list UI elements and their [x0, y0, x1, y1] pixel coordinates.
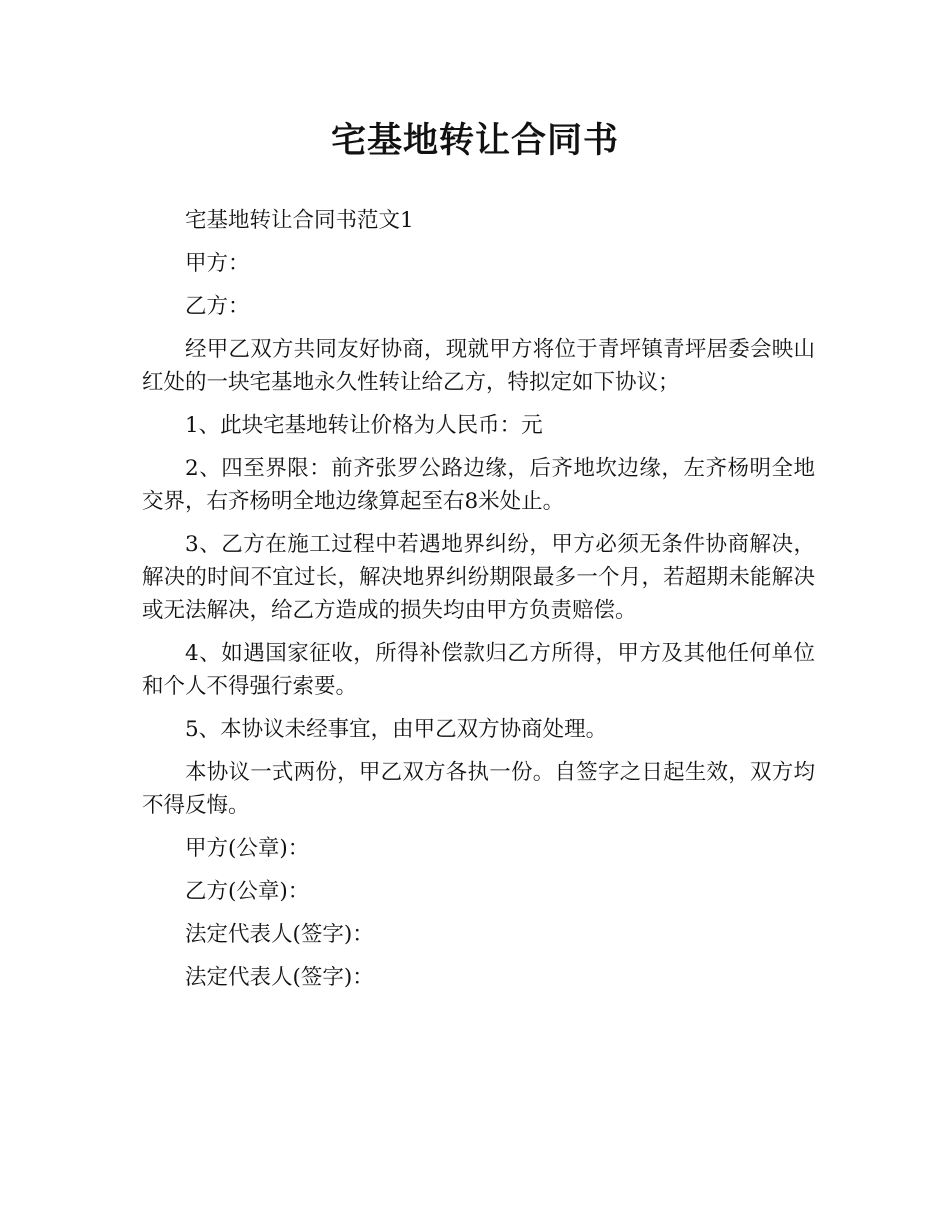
- document-body: [142, 204, 815, 1004]
- clause-5: 5、本协议未经事宜，由甲乙双方协商处理。: [185, 717, 608, 742]
- preamble-paragraph: 经甲乙双方共同友好协商，现就甲方将位于青坪镇青坪居委会映山红处的一块宅基地永久性转让给乙方，特拟定如下协议；: [142, 337, 815, 395]
- clause-1: 1、此块宅基地转让价格为人民币：元: [185, 413, 543, 438]
- party-a-line: 甲方：: [185, 251, 250, 276]
- clause-2: 2、四至界限：前齐张罗公路边缘，后齐地坎边缘，左齐杨明全地交界，右齐杨明全地边缘算起至右8米处止。: [142, 456, 815, 514]
- party-a-seal-line: 甲方(公章)：: [185, 836, 310, 861]
- representative-signature-line-a: 法定代表人(签字)：: [185, 922, 374, 947]
- party-b-seal-line: 乙方(公章)：: [185, 879, 310, 904]
- closing-paragraph: 本协议一式两份，甲乙双方各执一份。自签字之日起生效，双方均不得反悔。: [142, 760, 815, 818]
- clause-4: 4、如遇国家征收，所得补偿款归乙方所得，甲方及其他任何单位和个人不得强行索要。: [142, 641, 815, 699]
- paragraph-heading: 宅基地转让合同书范文1: [185, 208, 414, 233]
- document-title: 宅基地转让合同书: [330, 121, 619, 161]
- party-b-line: 乙方：: [185, 294, 250, 319]
- representative-signature-line-b: 法定代表人(签字)：: [185, 965, 374, 990]
- clause-3: 3、乙方在施工过程中若遇地界纠纷，甲方必须无条件协商解决，解决的时间不宜过长，解决地界纠纷期限最多一个月，若超期未能解决或无法解决，给乙方造成的损失均由甲方负责赔偿。: [142, 532, 815, 623]
